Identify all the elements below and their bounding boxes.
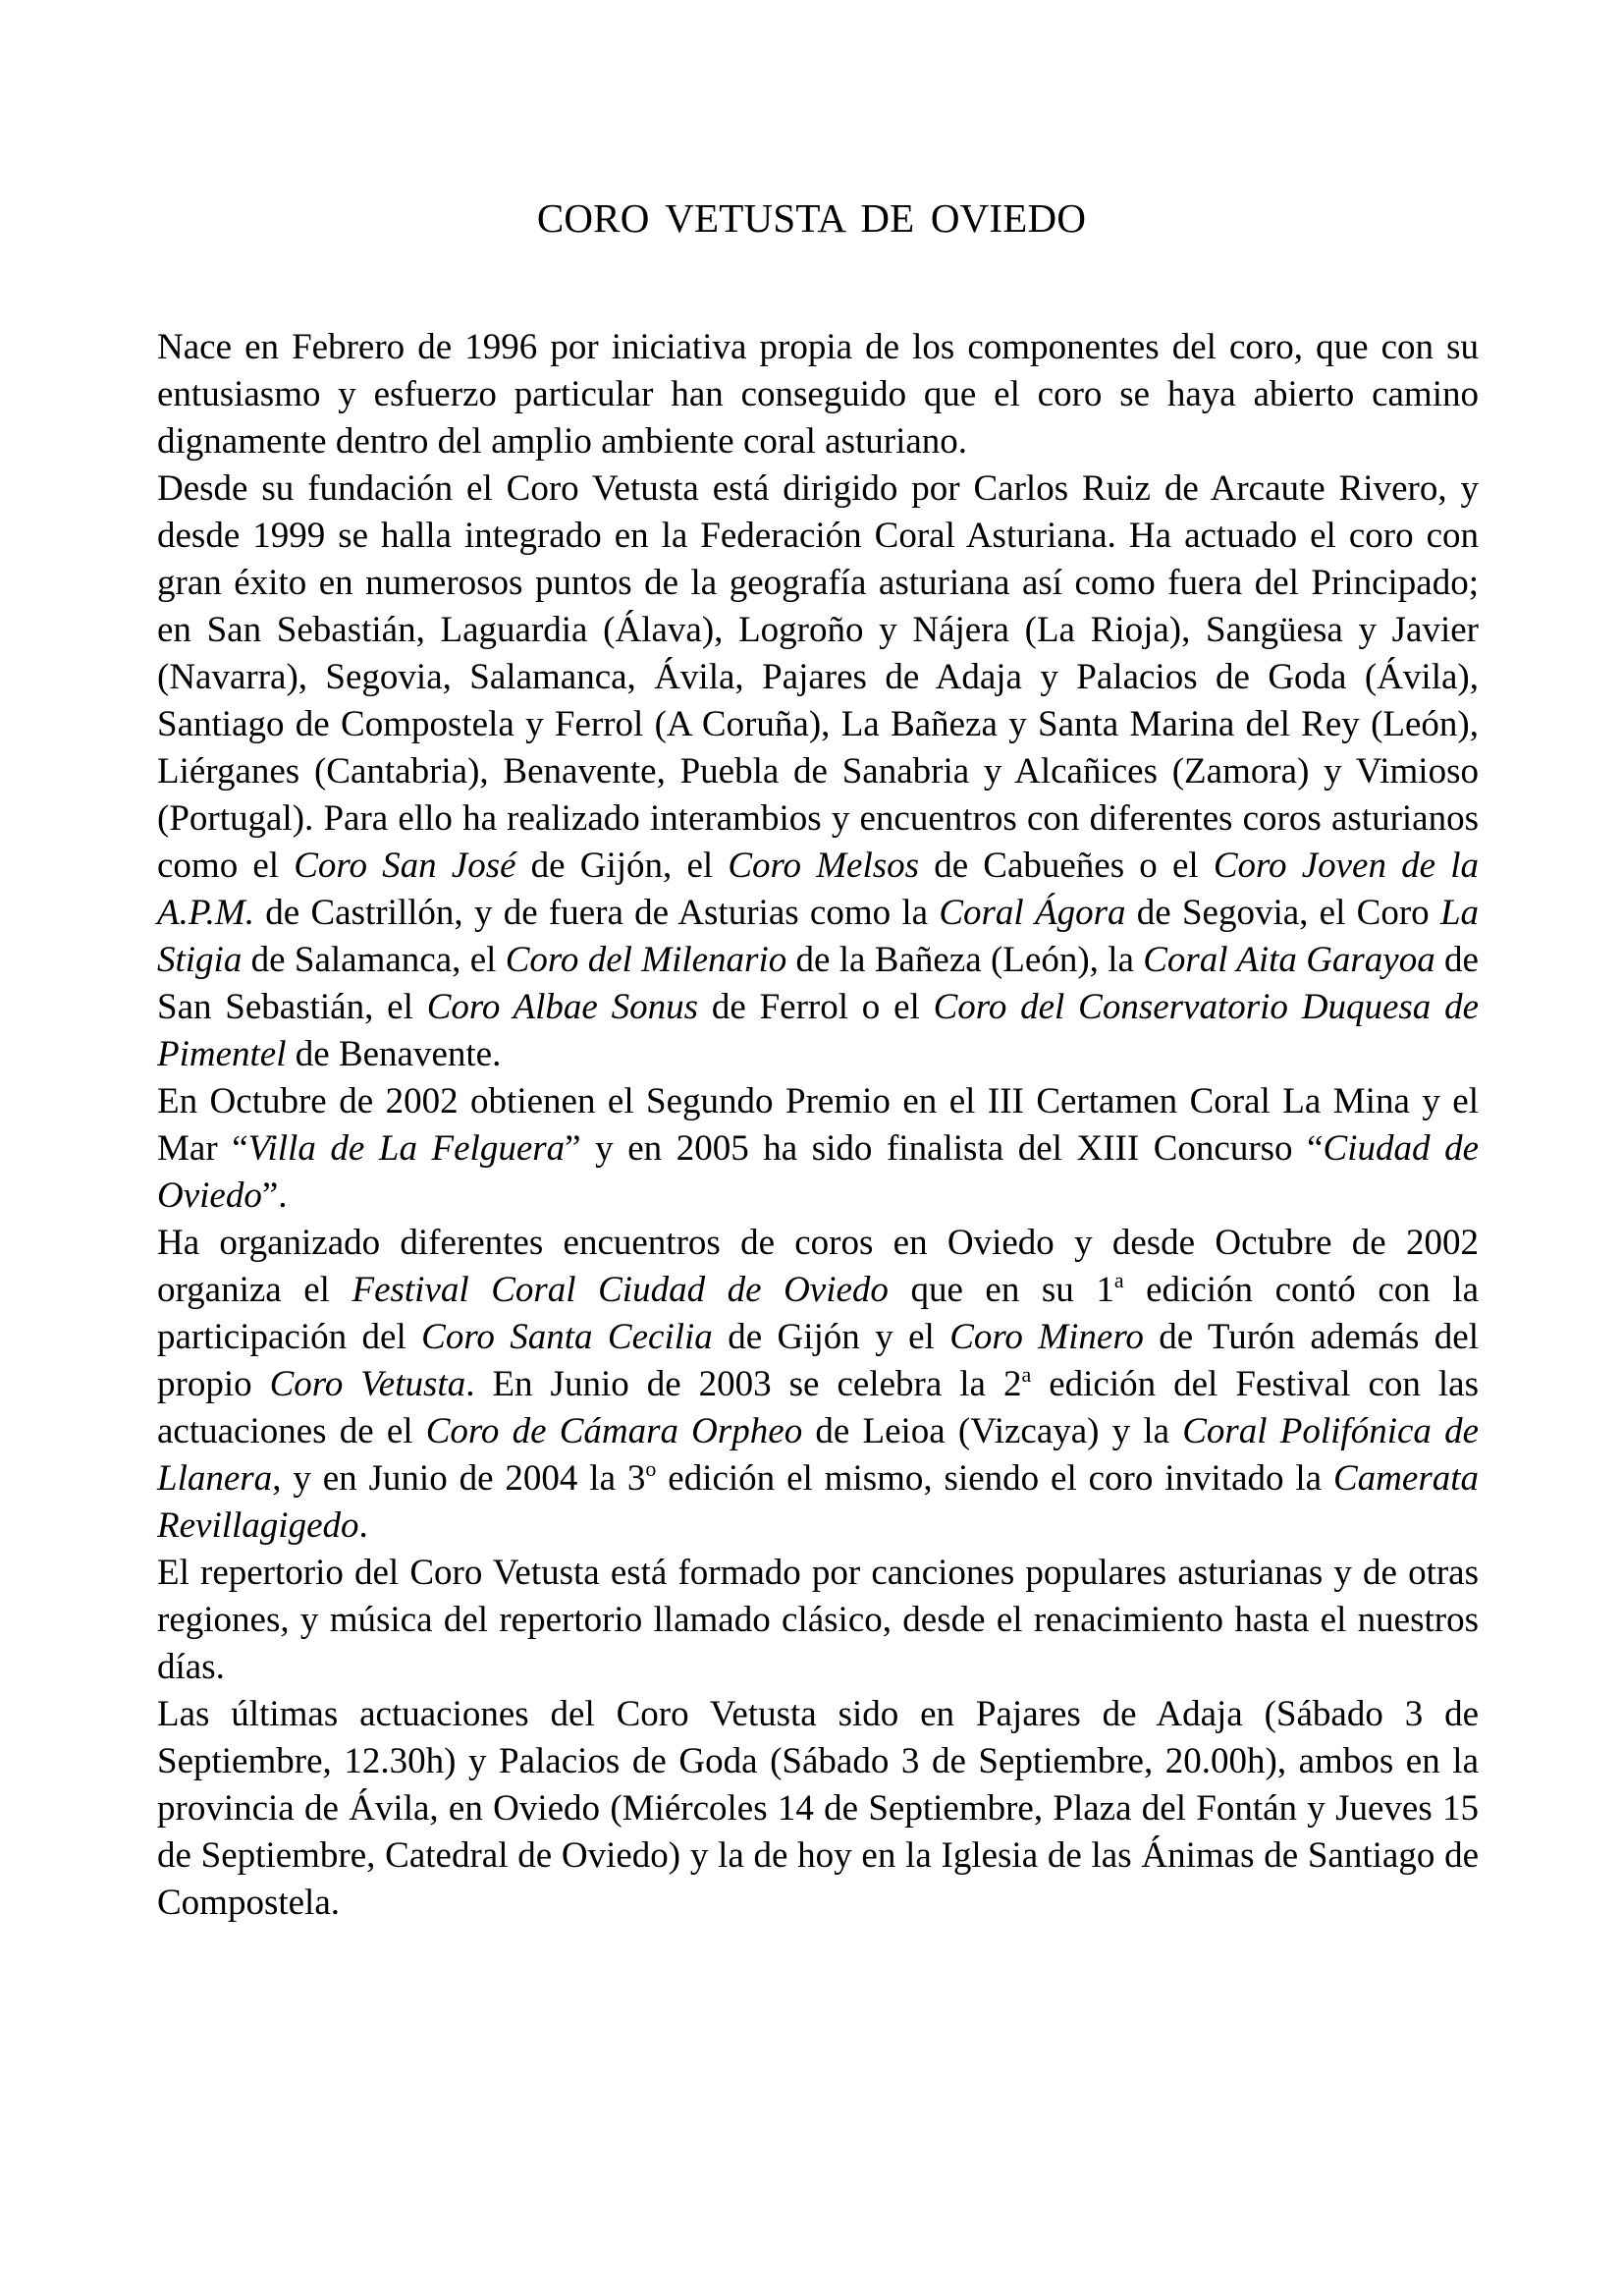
paragraph-text: de Ferrol o el <box>698 987 934 1027</box>
paragraph <box>157 1550 1479 1691</box>
italic-name: Coro del Milenario <box>505 940 787 980</box>
italic-name: Coro Albae Sonus <box>426 987 699 1027</box>
paragraph <box>157 324 1479 465</box>
italic-name: Coro Joven de la A.P.M. <box>157 846 1479 933</box>
paragraph-text: ”. <box>261 1175 288 1216</box>
paragraph-text: ” y en 2005 ha sido finalista del XIII Concurso “ <box>565 1128 1324 1169</box>
paragraph-text: Las últimas actuaciones del Coro Vetusta sido en Pajares de Adaja (Sábado 3 de Septiembre, 12.30h) y Palacios de Goda (Sábado 3 de Septiembre, 20.00h), ambos en la provincia de Ávila, en Oviedo (Miércoles 14 de Septiembre, Plaza del Fontán y Jueves 15 de Septiembre, Catedral de Oviedo) y la de hoy en la Iglesia de las Ánimas de Santiago de Compostela. <box>157 1694 1479 1923</box>
paragraph-text: edición del Festival con las actuaciones de el <box>157 1364 1479 1451</box>
paragraph-text: de Gijón y el <box>712 1317 950 1357</box>
paragraph <box>157 1220 1479 1550</box>
document-body <box>157 324 1479 1927</box>
italic-name: Camerata Revillagigedo <box>157 1458 1479 1546</box>
italic-name: Ciudad de Oviedo <box>157 1128 1479 1216</box>
paragraph-text: Desde su fundación el Coro Vetusta está dirigido por Carlos Ruiz de Arcaute Rivero, y desde 1999 se halla integrado en la Federación Coral Asturiana. Ha actuado el coro con gran éxito en numerosos puntos de la geografía asturiana así como fuera del Principado; en San Sebastián, Laguardia (Álava), Logroño y Nájera (La Rioja), Sangüesa y Javier (Navarra), Segovia, Salamanca, Ávila, Pajares de Adaja y Palacios de Goda (Ávila), Santiago de Compostela y Ferrol (A Coruña), La Bañeza y Santa Marina del Rey (León), Liérganes (Cantabria), Benavente, Puebla de Sanabria y Alcañices (Zamora) y Vimioso (Portugal). Para ello ha realizado interambios y encuentros con diferentes coros asturianos como el <box>157 468 1479 886</box>
ordinal-superscript: a <box>1113 1268 1124 1292</box>
italic-name: Coro Minero <box>949 1317 1144 1357</box>
paragraph-text: de Cabueñes o el <box>919 846 1214 886</box>
paragraph-text: de Castrillón, y de fuera de Asturias como la <box>254 893 940 933</box>
paragraph-text: . <box>358 1505 368 1546</box>
paragraph <box>157 465 1479 1078</box>
ordinal-superscript: a <box>1021 1362 1032 1387</box>
paragraph-text: edición contó con la participación del <box>157 1270 1479 1357</box>
paragraph-text: edición el mismo, siendo el coro invitado la <box>656 1458 1333 1499</box>
paragraph-text: de la Bañeza (León), la <box>786 940 1144 980</box>
paragraph-text: El repertorio del Coro Vetusta está formado por canciones populares asturianas y de otras regiones, y música del repertorio llamado clásico, desde el renacimiento hasta el nuestros días. <box>157 1553 1479 1687</box>
paragraph-text: que en su 1 <box>888 1270 1114 1310</box>
paragraph-text: . En Junio de 2003 se celebra la 2 <box>465 1364 1022 1404</box>
paragraph-text: de Gijón, el <box>515 846 729 886</box>
paragraph <box>157 1078 1479 1220</box>
italic-name: Coro San José <box>294 846 516 886</box>
italic-name: Festival Coral Ciudad de Oviedo <box>352 1270 889 1310</box>
italic-name: Coro de Cámara Orpheo <box>425 1411 803 1451</box>
italic-name: Coro Vetusta <box>269 1364 466 1404</box>
paragraph-text: de San Sebastián, el <box>157 940 1479 1027</box>
italic-name: Villa de La Felguera <box>247 1128 566 1169</box>
paragraph-text: de Leioa (Vizcaya) y la <box>802 1411 1183 1451</box>
document-title: CORO VETUSTA DE OVIEDO <box>536 195 1087 241</box>
italic-name: Coro Santa Cecilia <box>421 1317 713 1357</box>
paragraph-text: de Turón además del propio <box>157 1317 1479 1404</box>
italic-name: Coral Polifónica de Llanera <box>157 1411 1479 1499</box>
italic-name: Coral Aita Garayoa <box>1143 940 1435 980</box>
italic-name: La Stigia <box>157 893 1480 980</box>
ordinal-superscript: o <box>645 1456 657 1481</box>
paragraph-text: Ha organizado diferentes encuentros de coros en Oviedo y desde Octubre de 2002 organiza el <box>157 1223 1479 1310</box>
italic-name: Coro Melsos <box>728 846 920 886</box>
italic-name: Coral Ágora <box>939 893 1126 933</box>
paragraph-text: de Benavente. <box>286 1034 502 1074</box>
paragraph <box>157 1691 1479 1927</box>
italic-name: Coro del Conservatorio Duquesa de Pimentel <box>157 987 1479 1074</box>
paragraph-text: de Segovia, el Coro <box>1125 893 1440 933</box>
paragraph-text: En Octubre de 2002 obtienen el Segundo Premio en el III Certamen Coral La Mina y el Mar “ <box>157 1081 1479 1169</box>
paragraph-text: , y en Junio de 2004 la 3 <box>272 1458 646 1499</box>
paragraph-text: de Salamanca, el <box>242 940 506 980</box>
paragraph-text: Nace en Febrero de 1996 por iniciativa propia de los componentes del coro, que con su entusiasmo y esfuerzo particular han conseguido que el coro se haya abierto camino dignamente dentro del amplio ambiente coral asturiano. <box>157 327 1479 462</box>
